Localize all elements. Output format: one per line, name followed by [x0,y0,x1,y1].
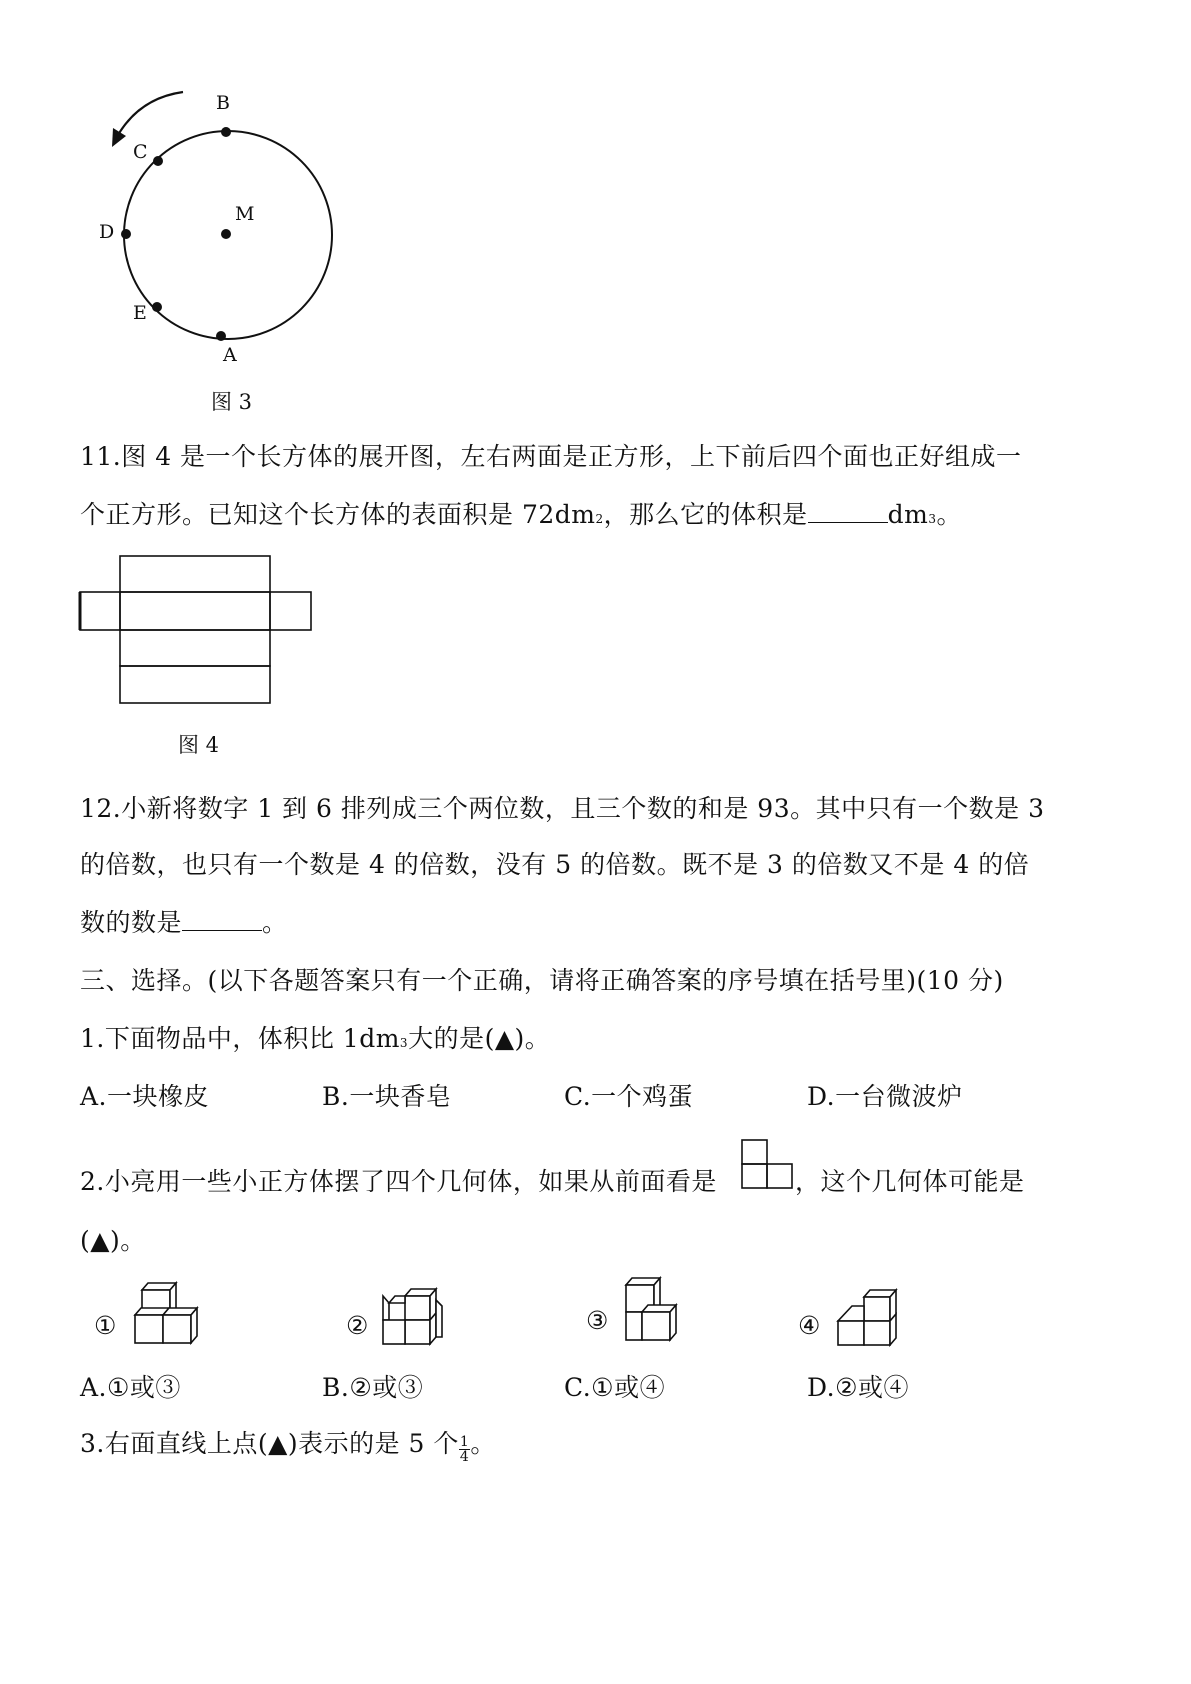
figure-4-caption: 图 4 [178,733,220,757]
shape-label-2: ② [346,1311,369,1340]
c2-option-b[interactable]: B.②或③ [322,1373,424,1402]
fraction-one-quarter [459,1435,470,1464]
q12-line-2: 的倍数，也只有一个数是 4 的倍数，没有 5 的倍数。既不是 3 的倍数又不是 4 的倍 [80,850,1030,879]
fraction-denominator: 4 [459,1449,470,1465]
label-E: E [133,302,147,324]
c2-option-a[interactable]: A.①或③ [80,1373,181,1402]
q12-line-1: 12.小新将数字 1 到 6 排列成三个两位数，且三个数的和是 93。其中只有一个数是 3 [80,794,1045,823]
c2-question-text-c: (▲)。 [80,1226,146,1255]
q11-exponent-3: 3 [928,512,937,526]
c2-question-text-a: 2.小亮用一些小正方体摆了四个几何体，如果从前面看是 [80,1167,717,1196]
c2-question-text-b: ，这个几何体可能是 [795,1167,1025,1196]
c3-text-a: 3.右面直线上点(▲)表示的是 5 个 [80,1429,459,1458]
shape-label-3: ③ [586,1306,609,1335]
c1-text-a: 1.下面物品中，体积比 1dm [80,1024,400,1053]
c1-exponent-3: 3 [399,1036,409,1050]
c1-option-d[interactable]: D.一台微波炉 [807,1082,963,1111]
q11-exponent-2: 2 [595,512,604,526]
c3-question [80,1424,496,1465]
q11-text-b: ，那么它的体积是 [603,500,808,529]
c1-option-b[interactable]: B.一块香皂 [322,1082,452,1111]
q12-text-a: 数的数是 [80,908,183,937]
figure-3-caption: 图 3 [211,390,253,414]
label-A: A [223,344,237,366]
label-D: D [99,221,115,243]
label-B: B [216,92,230,114]
c1-option-c[interactable]: C.一个鸡蛋 [564,1082,694,1111]
c2-option-c[interactable]: C.①或④ [564,1373,666,1402]
c3-text-b: 。 [470,1429,496,1458]
q11-text-a: 个正方形。已知这个长方体的表面积是 72dm [80,500,596,529]
c2-option-d[interactable]: D.②或④ [807,1373,910,1402]
q11-text-d: 。 [936,500,963,529]
section-3-heading: 三、选择。(以下各题答案只有一个正确，请将正确答案的序号填在括号里)(10 分) [80,966,1004,995]
q12-text-b: 。 [262,908,288,937]
c1-text-b: 大的是(▲)。 [408,1024,551,1053]
label-C: C [133,141,148,163]
label-M: M [235,203,255,225]
q11-line-1: 11.图 4 是一个长方体的展开图，左右两面是正方形，上下前后四个面也正好组成一 [80,442,1022,471]
fraction-numerator: 1 [459,1434,470,1450]
shape-label-4: ④ [798,1311,821,1340]
q11-text-c: dm [887,500,929,529]
c1-option-a[interactable]: A.一块橡皮 [80,1082,210,1111]
shape-label-1: ① [94,1311,117,1340]
